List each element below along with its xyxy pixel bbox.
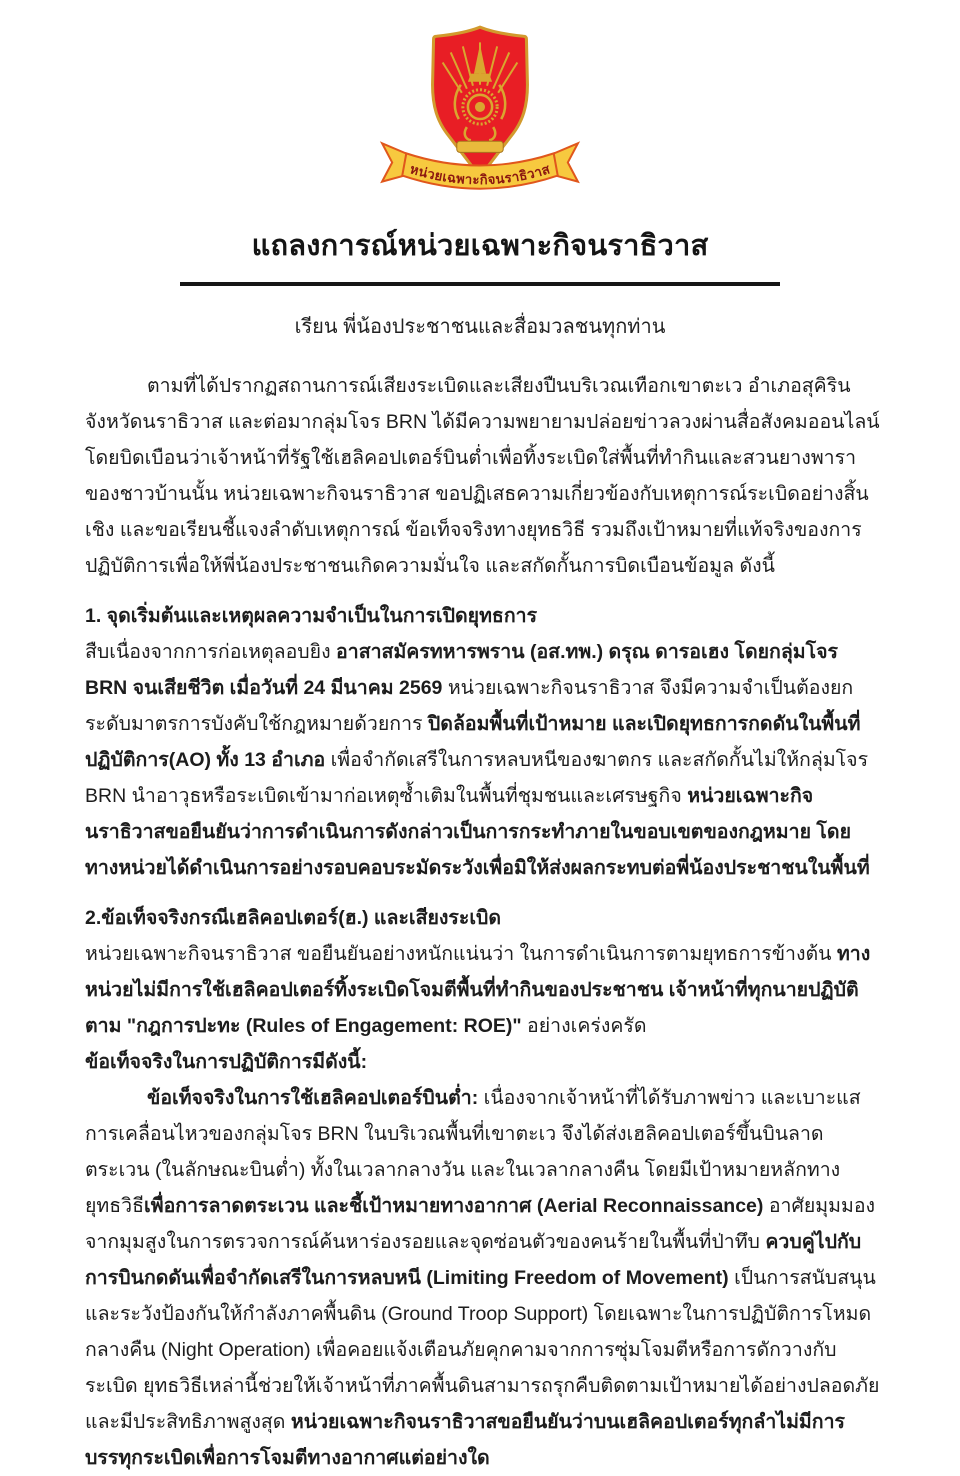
bold-text-run: ข้อเท็จจริงในการใช้เฮลิคอปเตอร์บินต่ำ: (147, 1087, 484, 1109)
bold-text-run: ปิดล้อมพื้นที่เป้าหมาย และเปิดยุทธการกดดันในพื้นที่ปฏิบัติการ(AO) ทั้ง 13 อำเภอ (85, 713, 861, 771)
text-run: เนื่องจากเจ้าหน้าที่ได้รับภาพข่าว และเบาะแสการเคลื่อนไหวของกลุ่มโจร BRN ในบริเวณพื้นที่เขาตะเว จึงได้ส่งเฮลิคอปเตอร์ขึ้นบินลาดตระเวน (ในลักษณะบินต่ำ) ทั้งในเวลากลางวัน และในเวลากลางคืน โดยมีเป้าหมายหลักทางยุทธวิธี (85, 1087, 861, 1217)
crest-banner-text: หน่วยเฉพาะกิจนราธิวาส (408, 161, 552, 188)
crest-crown-base (468, 74, 492, 82)
body-paragraph (85, 634, 880, 886)
body-paragraph (85, 936, 880, 1044)
crest-chakra-center (475, 102, 485, 112)
text-run: หน่วยเฉพาะกิจนราธิวาส จึงมีความจำเป็นต้องยกระดับมาตรการบังคับใช้กฎหมายด้วยการ (85, 677, 854, 735)
text-run: เพื่อจำกัดเสรีในการหลบหนีของฆาตกร และสกัดกั้นไม่ให้กลุ่มโจร BRN นำอาวุธหรือระเบิดเข้ามาก่อเหตุซ้ำเติมในพื้นที่ชุมชนและเศรษฐกิจ (85, 749, 869, 807)
bold-text-run: ข้อเท็จจริงในการปฏิบัติการมีดังนี้: (85, 1051, 368, 1073)
bold-text-run: ทางหน่วยไม่มีการใช้เฮลิคอปเตอร์ทิ้งระเบิดโจมตีพื้นที่ทำกินของประชาชน เจ้าหน้าที่ทุกนายปฏิบัติตาม "กฎการปะทะ (Rules of Engagement: ROE)" (85, 943, 871, 1037)
title-divider-rule (180, 282, 780, 286)
bold-text-run: ควบคู่ไปกับการบินกดดันเพื่อจำกัดเสรีในการหลบหนี (Limiting Freedom of Movement) (85, 1231, 862, 1289)
task-force-crest (0, 0, 960, 206)
bold-text-run: 2.ข้อเท็จจริงกรณีเฮลิคอปเตอร์(ฮ.) และเสียงระเบิด (85, 907, 502, 929)
bold-text-run: เพื่อการลาดตระเวน และชี้เป้าหมายทางอากาศ (Aerial Reconnaissance) (144, 1195, 769, 1217)
bold-text-run: หน่วยเฉพาะกิจนราธิวาสขอยืนยันว่าการดำเนินการดังกล่าวเป็นการกระทำภายในขอบเขตของกฎหมาย โดยทางหน่วยได้ดำเนินการอย่างรอบคอบระมัดระวังเพื่อมิให้ส่งผลกระทบต่อพี่น้องประชาชนในพื้นที่ (85, 785, 870, 879)
crest-inner-banner (457, 141, 503, 152)
text-run: สืบเนื่องจากการก่อเหตุลอบยิง (85, 641, 337, 663)
bold-text-run: อาสาสมัครทหารพราน (อส.ทพ.) ดรุณ ดารอเฮง โดยกลุ่มโจร BRN จนเสียชีวิต เมื่อวันที่ 24 มีนาคม 2569 (85, 641, 839, 699)
text-run: หน่วยเฉพาะกิจนราธิวาส ขอยืนยันอย่างหนักแน่นว่า ในการดำเนินการตามยุทธการข้างต้น (85, 943, 837, 965)
section-heading (85, 900, 880, 936)
crest-emblem-icon (374, 22, 586, 206)
body-paragraph (85, 1080, 880, 1476)
section-heading (85, 1044, 880, 1080)
section-heading (85, 598, 880, 634)
text-run: ตามที่ได้ปรากฏสถานการณ์เสียงระเบิดและเสียงปืนบริเวณเทือกเขาตะเว อำเภอสุคิริน จังหวัดนราธิวาส และต่อมากลุ่มโจร BRN ได้มีความพยายามปล่อยข่าวลวงผ่านสื่อสังคมออนไลน์ โดยบิดเบือนว่าเจ้าหน้าที่รัฐใช้เฮลิคอปเตอร์บินต่ำเพื่อทิ้งระเบิดใส่พื้นที่ทำกินและสวนยางพาราของชาวบ้านนั้น หน่วยเฉพาะกิจนราธิวาส ขอปฏิเสธความเกี่ยวข้องกับเหตุการณ์ระเบิดอย่างสิ้นเชิง และขอเรียนชี้แจงลำดับเหตุการณ์ ข้อเท็จจริงทางยุทธวิธี รวมถึงเป้าหมายที่แท้จริงของการปฏิบัติการเพื่อให้พี่น้องประชาชนเกิดความมั่นใจ และสกัดกั้นการบิดเบือนข้อมูล ดังนี้ (85, 375, 880, 577)
bold-text-run: 1. จุดเริ่มต้นและเหตุผลความจำเป็นในการเปิดยุทธการ (85, 605, 538, 627)
bold-text-run: หน่วยเฉพาะกิจนราธิวาสขอยืนยันว่าบนเฮลิคอปเตอร์ทุกลำไม่มีการบรรทุกระเบิดเพื่อการโจมตีทางอากาศแต่อย่างใด (85, 1411, 846, 1469)
salutation-line: เรียน พี่น้องประชาชนและสื่อมวลชนทุกท่าน (294, 316, 666, 338)
text-run: อาศัยมุมมองจากมุมสูงในการตรวจการณ์ค้นหาร่องรอยและจุดซ่อนตัวของคนร้ายในพื้นที่ป่าทึบ (85, 1195, 876, 1253)
body-paragraph (85, 368, 880, 584)
page-title: แถลงการณ์หน่วยเฉพาะกิจนราธิวาส (251, 230, 709, 262)
text-run: เป็นการสนับสนุนและระวังป้องกันให้กำลังภาคพื้นดิน (Ground Troop Support) โดยเฉพาะในการปฏิบัติการโหมดกลางคืน (Night Operation) เพื่อคอยแจ้งเตือนภัยคุกคามจากการซุ่มโจมตีหรือการดักวางกับระเบิด ยุทธวิธีเหล่านี้ช่วยให้เจ้าหน้าที่ภาคพื้นดินสามารถรุกคืบติดตามเป้าหมายได้อย่างปลอดภัย และมีประสิทธิภาพสูงสุด (85, 1267, 880, 1433)
document-body (85, 368, 880, 1476)
text-run: อย่างเคร่งครัด (527, 1015, 647, 1037)
